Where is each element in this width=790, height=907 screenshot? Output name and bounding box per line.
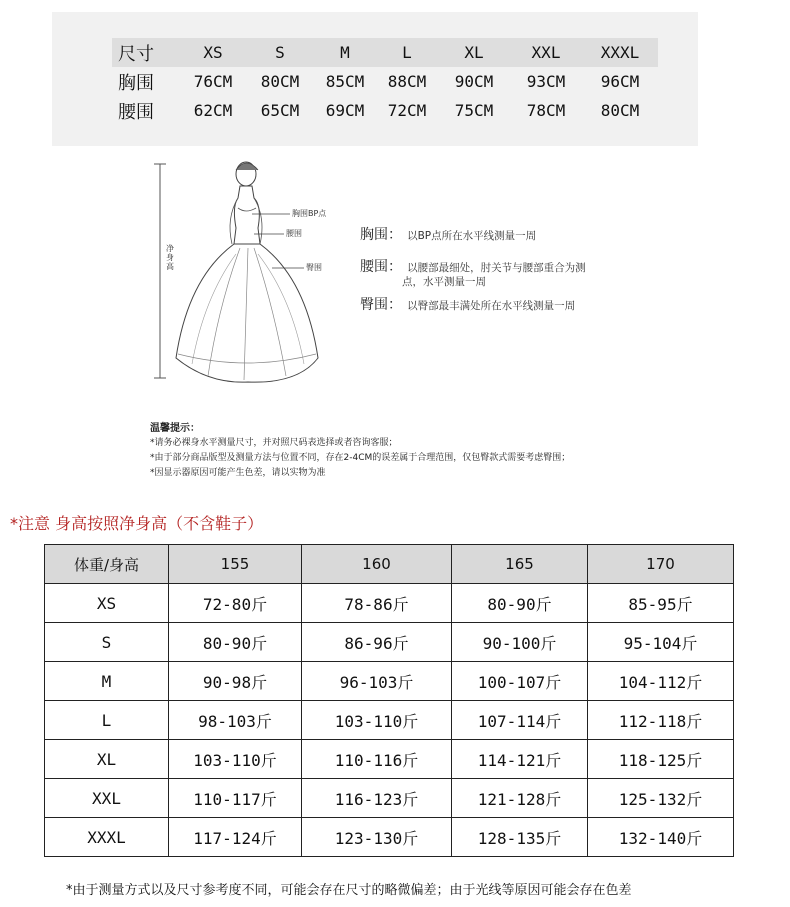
size-cell: XXXL — [45, 818, 169, 857]
bust-value: 76CM — [193, 72, 233, 91]
table-row — [45, 623, 734, 662]
waist-value: 72CM — [387, 101, 427, 120]
weight-cell: 118-125斤 — [588, 740, 734, 779]
footnote: *由于测量方式以及尺寸参考度不同，可能会存在尺寸的略微偏差；由于光线等原因可能会存在色差 — [66, 883, 632, 898]
tips-line: *请务必裸身水平测量尺寸，并对照尺码表选择或者咨询客服； — [150, 438, 398, 448]
legend-def: 以腰部最细处，肘关节与腰部重合为测 — [407, 262, 586, 274]
weight-cell: 86-96斤 — [302, 623, 452, 662]
bust-label: 胸围 — [118, 72, 154, 94]
waist-value: 62CM — [193, 101, 233, 120]
table-row — [45, 584, 734, 623]
weight-cell: 80-90斤 — [169, 623, 302, 662]
legend-hip — [360, 294, 575, 314]
callout-hip: 臀围 — [306, 263, 322, 272]
table-row — [45, 662, 734, 701]
waist-value: 65CM — [260, 101, 300, 120]
legend-def: 以BP点所在水平线测量一周 — [407, 230, 537, 242]
weight-cell: 100-107斤 — [452, 662, 588, 701]
table-row — [45, 740, 734, 779]
weight-cell: 103-110斤 — [169, 740, 302, 779]
legend-waist-cont: 点，水平测量一周 — [402, 276, 486, 288]
weight-cell: 110-117斤 — [169, 779, 302, 818]
bust-value: 90CM — [454, 72, 494, 91]
waist-value: 69CM — [325, 101, 365, 120]
weight-cell: 117-124斤 — [169, 818, 302, 857]
waist-label: 腰围 — [118, 101, 154, 123]
weight-height-table — [44, 544, 734, 857]
bust-value: 93CM — [526, 72, 566, 91]
size-cell: L — [45, 701, 169, 740]
height-notice: *注意 身高按照净身高（不含鞋子） — [10, 514, 264, 533]
weight-cell: 96-103斤 — [302, 662, 452, 701]
weight-cell: 72-80斤 — [169, 584, 302, 623]
weight-cell: 95-104斤 — [588, 623, 734, 662]
height-header: 160 — [302, 545, 452, 584]
weight-cell: 125-132斤 — [588, 779, 734, 818]
tips-line: *由于部分商品版型及测量方法与位置不同，存在2-4CM的误差属于合理范围，仅包臀款式需要考虑臀围； — [150, 453, 571, 463]
tips-title: 温馨提示： — [150, 423, 200, 434]
weight-cell: 128-135斤 — [452, 818, 588, 857]
bust-value: 80CM — [260, 72, 300, 91]
gown-illustration — [148, 158, 348, 388]
size-header-label: 尺寸 — [118, 43, 154, 65]
height-ruler-label: 净身高 — [166, 244, 174, 271]
weight-cell: 103-110斤 — [302, 701, 452, 740]
size-cell: XXL — [45, 779, 169, 818]
height-header: 155 — [169, 545, 302, 584]
size-cell: XL — [45, 740, 169, 779]
bust-value: 85CM — [325, 72, 365, 91]
size-col-m: M — [340, 43, 350, 62]
weight-cell: 110-116斤 — [302, 740, 452, 779]
weight-table-header — [45, 545, 734, 584]
size-col-l: L — [402, 43, 412, 62]
waist-value: 78CM — [526, 101, 566, 120]
size-cell: M — [45, 662, 169, 701]
weight-cell: 107-114斤 — [452, 701, 588, 740]
legend-def: 以臀部最丰满处所在水平线测量一周 — [407, 300, 576, 312]
table-row — [45, 779, 734, 818]
size-header-row — [112, 38, 658, 67]
size-col-xxxl: XXXL — [600, 43, 640, 62]
weight-cell: 85-95斤 — [588, 584, 734, 623]
weight-cell: 121-128斤 — [452, 779, 588, 818]
height-header: 170 — [588, 545, 734, 584]
bust-row — [112, 67, 658, 96]
table-row — [45, 818, 734, 857]
table-row — [45, 701, 734, 740]
size-cell: XS — [45, 584, 169, 623]
size-col-xxl: XXL — [531, 43, 561, 62]
bust-value: 96CM — [600, 72, 640, 91]
weight-cell: 114-121斤 — [452, 740, 588, 779]
legend-bust — [360, 224, 536, 244]
legend-waist — [360, 256, 586, 276]
weight-cell: 90-100斤 — [452, 623, 588, 662]
callout-waist: 腰围 — [286, 229, 302, 238]
weight-cell: 104-112斤 — [588, 662, 734, 701]
size-col-xl: XL — [464, 43, 484, 62]
bust-value: 88CM — [387, 72, 427, 91]
tips-line: *因显示器原因可能产生色差，请以实物为准 — [150, 468, 326, 478]
weight-cell: 98-103斤 — [169, 701, 302, 740]
weight-cell: 80-90斤 — [452, 584, 588, 623]
size-col-xs: XS — [203, 43, 223, 62]
size-chart-table — [112, 38, 658, 125]
callout-bust-bp: 胸围BP点 — [292, 209, 327, 218]
waist-value: 80CM — [600, 101, 640, 120]
weight-cell: 123-130斤 — [302, 818, 452, 857]
legend-term: 腰围： — [360, 259, 402, 275]
size-col-s: S — [275, 43, 285, 62]
weight-cell: 90-98斤 — [169, 662, 302, 701]
tips-block — [150, 421, 570, 481]
corner-header: 体重/身高 — [45, 545, 169, 584]
height-header: 165 — [452, 545, 588, 584]
weight-cell: 116-123斤 — [302, 779, 452, 818]
weight-cell: 132-140斤 — [588, 818, 734, 857]
weight-cell: 112-118斤 — [588, 701, 734, 740]
legend-term: 胸围： — [360, 227, 402, 243]
waist-row — [112, 96, 658, 125]
waist-value: 75CM — [454, 101, 494, 120]
weight-cell: 78-86斤 — [302, 584, 452, 623]
size-cell: S — [45, 623, 169, 662]
legend-term: 臀围： — [360, 297, 402, 313]
